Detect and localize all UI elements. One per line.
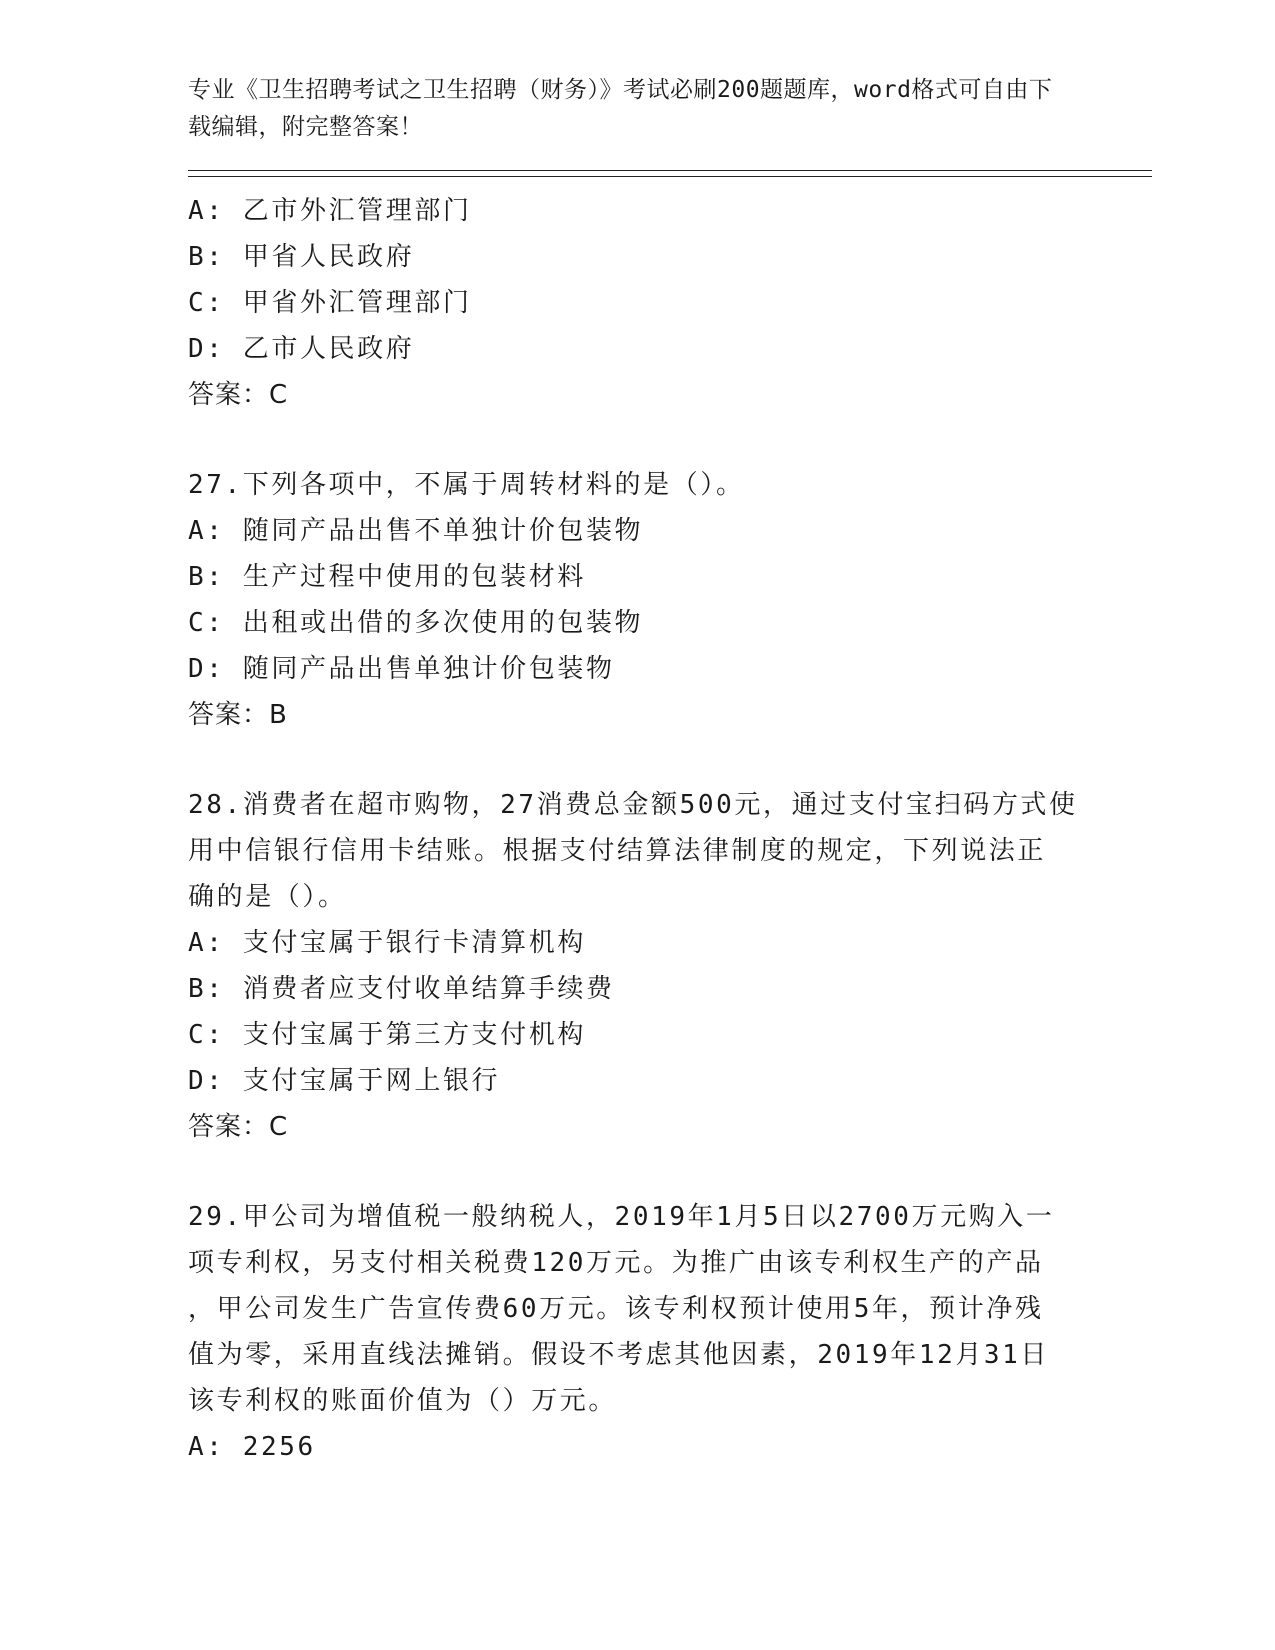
- question-stem-line-1: 28.消费者在超市购物，27消费总金额500元，通过支付宝扫码方式使: [188, 790, 1078, 820]
- question-stem-line-1: 29.甲公司为增值税一般纳税人，2019年1月5日以2700万元购入一: [188, 1202, 1055, 1232]
- question-26: [188, 188, 1088, 418]
- option-a: A: 支付宝属于银行卡清算机构: [188, 928, 586, 958]
- question-stem: 27.下列各项中，不属于周转材料的是（）。: [188, 470, 745, 500]
- option-a: A: 随同产品出售不单独计价包装物: [188, 516, 644, 546]
- option-c: C: 甲省外汇管理部门: [188, 288, 472, 318]
- question-stem-line-2: 用中信银行信用卡结账。根据支付结算法律制度的规定，下列说法正: [188, 836, 1047, 866]
- option-b: B: 生产过程中使用的包装材料: [188, 562, 586, 592]
- question-stem-line-3: 确的是（）。: [188, 882, 347, 912]
- question-list: [188, 188, 1088, 1470]
- answer-line: 答案：C: [188, 380, 289, 410]
- option-d: D: 随同产品出售单独计价包装物: [188, 654, 615, 684]
- option-a: A: 乙市外汇管理部门: [188, 196, 472, 226]
- question-27: [188, 462, 1088, 738]
- header-divider-bottom: [188, 176, 1152, 177]
- option-d: D: 乙市人民政府: [188, 334, 415, 364]
- option-a: A: 2256: [188, 1432, 316, 1462]
- option-c: C: 出租或出借的多次使用的包装物: [188, 608, 644, 638]
- option-b: B: 消费者应支付收单结算手续费: [188, 974, 615, 1004]
- header-text: 专业《卫生招聘考试之卫生招聘（财务）》考试必刷200题题库，word格式可自由下载编辑，附完整答案！: [188, 77, 1053, 140]
- document-header: [188, 72, 1068, 146]
- question-stem-line-2: 项专利权，另支付相关税费120万元。为推广由该专利权生产的产品: [188, 1248, 1044, 1278]
- question-stem-line-5: 该专利权的账面价值为（）万元。: [188, 1386, 618, 1416]
- question-28: [188, 782, 1088, 1150]
- header-divider-top: [188, 170, 1152, 171]
- question-stem-line-4: 值为零，采用直线法摊销。假设不考虑其他因素，2019年12月31日: [188, 1340, 1050, 1370]
- question-stem-line-3: ，甲公司发生广告宣传费60万元。该专利权预计使用5年，预计净残: [188, 1294, 1044, 1324]
- option-c: C: 支付宝属于第三方支付机构: [188, 1020, 586, 1050]
- option-b: B: 甲省人民政府: [188, 242, 415, 272]
- answer-line: 答案：C: [188, 1112, 289, 1142]
- option-d: D: 支付宝属于网上银行: [188, 1066, 501, 1096]
- answer-line: 答案：B: [188, 700, 288, 730]
- question-29: [188, 1194, 1088, 1470]
